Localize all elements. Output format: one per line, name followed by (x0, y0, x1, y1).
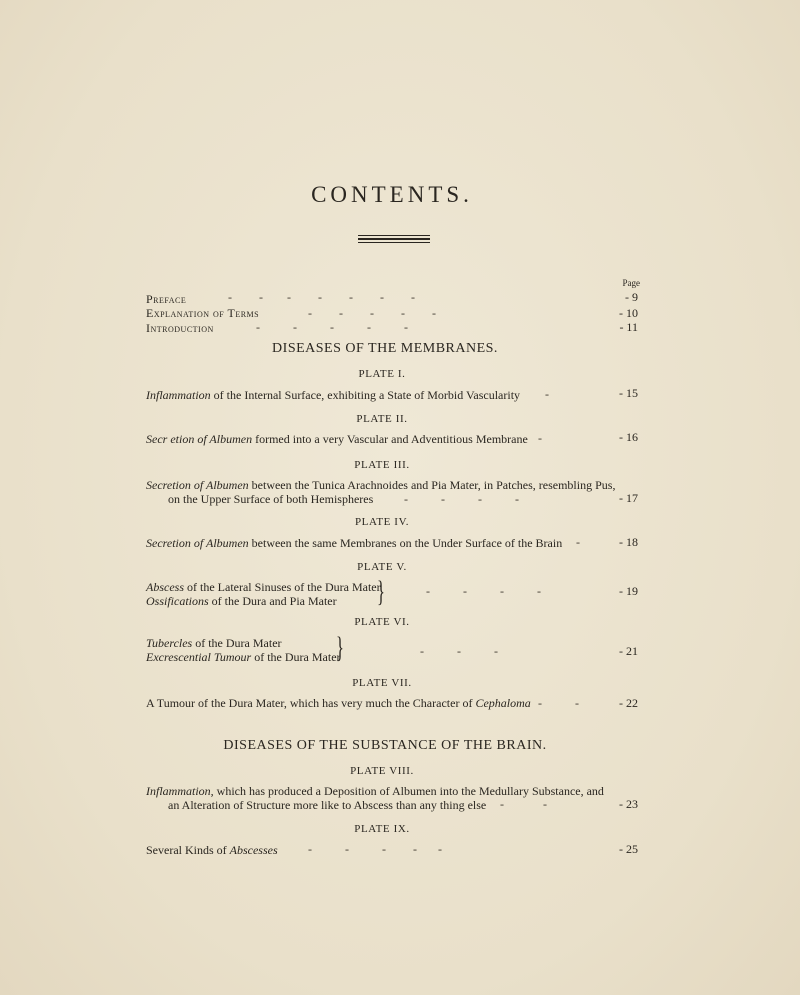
plate-heading: PLATE II. (356, 413, 408, 425)
page-number: - 18 (619, 535, 638, 549)
page-number: - 10 (619, 306, 638, 320)
plate-heading: PLATE IV. (354, 516, 410, 528)
toc-entry (146, 650, 341, 664)
toc-entry (146, 580, 381, 594)
entry-italic: Inflammation, (146, 784, 214, 798)
leader-dashes: - - - - - (308, 306, 436, 320)
entry-italic: Ossifications (146, 594, 209, 608)
plate-heading: PLATE VII. (352, 677, 412, 689)
toc-entry (146, 388, 520, 402)
entry-text: A Tumour of the Dura Mater, which has very much the Character of (146, 696, 476, 710)
toc-entry-preface: Preface (146, 292, 187, 306)
leader-dashes: - - - - (426, 584, 541, 598)
plate-heading: PLATE VIII. (350, 765, 414, 777)
page-number: - 15 (619, 386, 638, 400)
plate-heading: PLATE IX. (354, 823, 410, 835)
leader-dashes: - - (500, 797, 547, 811)
entry-text: of the Dura and Pia Mater (208, 594, 337, 608)
entry-text: of the Dura Mater (192, 636, 282, 650)
entry-italic: Secretion of Albumen (146, 536, 249, 550)
plate-heading: PLATE III. (354, 459, 410, 471)
leader-dashes: - (538, 431, 542, 445)
entry-text: of the Dura Mater (251, 650, 341, 664)
entry-text: between the same Membranes on the Under Surface of the Brain (248, 536, 563, 550)
toc-entry-introduction: Introduction (146, 321, 214, 335)
page-number: - 23 (619, 797, 638, 811)
entry-text: of the Lateral Sinuses of the Dura Mater (184, 580, 381, 594)
entry-text: formed into a very Vascular and Adventitious Membrane (252, 432, 528, 446)
entry-text: between the Tunica Arachnoides and Pia Mater, in Patches, resembling Pus, (248, 478, 616, 492)
entry-italic: Tubercles (146, 636, 193, 650)
page-number: - 9 (625, 290, 638, 304)
toc-entry-explanation: Explanation of Terms (146, 306, 260, 320)
brace-icon: } (377, 575, 385, 608)
section-heading: DISEASES OF THE MEMBRANES. (272, 341, 498, 356)
entry-italic: Cephaloma (475, 696, 531, 710)
toc-entry (146, 636, 282, 650)
page-number: - 16 (619, 430, 638, 444)
page-column-label: Page (622, 278, 640, 288)
page-number: - 21 (619, 644, 638, 658)
toc-entry (146, 432, 528, 446)
page-number: - 25 (619, 842, 638, 856)
toc-entry (146, 843, 278, 857)
toc-entry-continuation: an Alteration of Structure more like to Abscess than any thing else (168, 798, 487, 812)
leader-dashes: - (545, 387, 549, 401)
entry-text: Several Kinds of (146, 843, 230, 857)
plate-heading: PLATE VI. (354, 616, 410, 628)
page-number: - 11 (619, 320, 638, 334)
leader-dashes: - - - (420, 644, 498, 658)
leader-dashes: - - - - - (256, 320, 408, 334)
entry-italic: Secr etion of Albumen (146, 432, 253, 446)
leader-dashes: - - - - - (308, 842, 442, 856)
title-rule (358, 242, 430, 243)
entry-italic: Abscess (146, 580, 184, 594)
leader-dashes: - - (538, 696, 579, 710)
entry-italic: Secretion of Albumen (146, 478, 249, 492)
toc-entry (146, 784, 604, 798)
section-heading: DISEASES OF THE SUBSTANCE OF THE BRAIN. (223, 738, 547, 753)
title-rule (358, 235, 430, 236)
toc-entry (146, 696, 531, 710)
entry-italic: Abscesses (229, 843, 278, 857)
entry-text: which has produced a Deposition of Albumen into the Medullary Substance, and (213, 784, 604, 798)
plate-heading: PLATE I. (358, 368, 406, 380)
toc-entry-continuation: on the Upper Surface of both Hemispheres (168, 492, 374, 506)
toc-entry (146, 478, 615, 492)
entry-italic: Excrescential Tumour (146, 650, 252, 664)
plate-heading: PLATE V. (357, 561, 407, 573)
toc-entry (146, 536, 562, 550)
leader-dashes: - - - - (404, 492, 519, 506)
leader-dashes: - (576, 535, 580, 549)
page-number: - 17 (619, 491, 638, 505)
entry-italic: Inflammation (146, 388, 211, 402)
page-number: - 22 (619, 696, 638, 710)
toc-entry (146, 594, 337, 608)
page-title: CONTENTS. (311, 182, 473, 207)
page-number: - 19 (619, 584, 638, 598)
brace-icon: } (336, 631, 344, 664)
entry-text: of the Internal Surface, exhibiting a State of Morbid Vascularity (210, 388, 521, 402)
leader-dashes: - - - - - - - (228, 290, 415, 304)
title-rule (358, 238, 430, 240)
